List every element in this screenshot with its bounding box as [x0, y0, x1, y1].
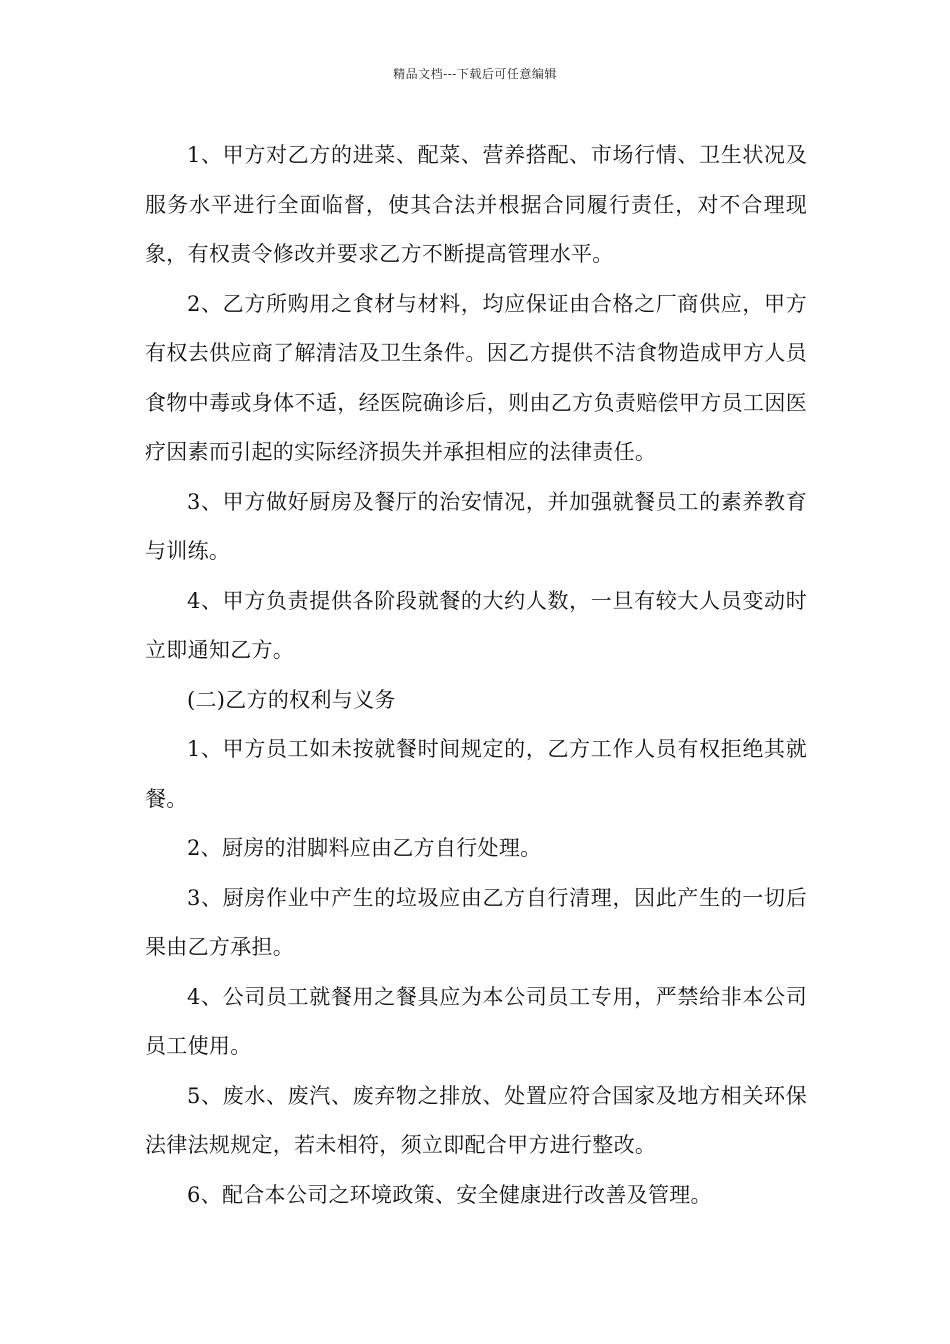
paragraph-9: 5、废水、废汽、废弃物之排放、处置应符合国家及地方相关环保法律法规规定，若未相符，须立即配合甲方进行整改。	[145, 1083, 807, 1157]
paragraph-2: 2、乙方所购用之食材与材料，均应保证由合格之厂商供应，甲方有权去供应商了解清洁及卫生条件。因乙方提供不洁食物造成甲方人员食物中毒或身体不适，经医院确诊后，则由乙方负责赔偿甲方员工因医疗因素而引起的实际经济损失并承担相应的法律责任。	[145, 291, 807, 464]
paragraph-4: 4、甲方负责提供各阶段就餐的大约人数，一旦有较大人员变动时立即通知乙方。	[145, 588, 807, 662]
document-body	[145, 131, 807, 1220]
paragraph-3: 3、甲方做好厨房及餐厅的治安情况，并加强就餐员工的素养教育与训练。	[145, 489, 807, 563]
paragraph-7: 3、厨房作业中产生的垃圾应由乙方自行清理，因此产生的一切后果由乙方承担。	[145, 885, 807, 959]
paragraph-1: 1、甲方对乙方的进菜、配菜、营养搭配、市场行情、卫生状况及服务水平进行全面临督，使其合法并根据合同履行责任，对不合理现象，有权责令修改并要求乙方不断提高管理水平。	[145, 143, 807, 266]
page-header: 精品文档---下载后可任意编辑	[393, 67, 557, 81]
paragraph-8: 4、公司员工就餐用之餐具应为本公司员工专用，严禁给非本公司员工使用。	[145, 984, 807, 1058]
paragraph-5: 1、甲方员工如未按就餐时间规定的，乙方工作人员有权拒绝其就餐。	[145, 737, 807, 811]
paragraph-6: 2、厨房的泔脚料应由乙方自行处理。	[187, 836, 542, 860]
paragraph-10: 6、配合本公司之环境政策、安全健康进行改善及管理。	[187, 1182, 712, 1207]
section-heading: (二)乙方的权利与义务	[187, 687, 396, 712]
